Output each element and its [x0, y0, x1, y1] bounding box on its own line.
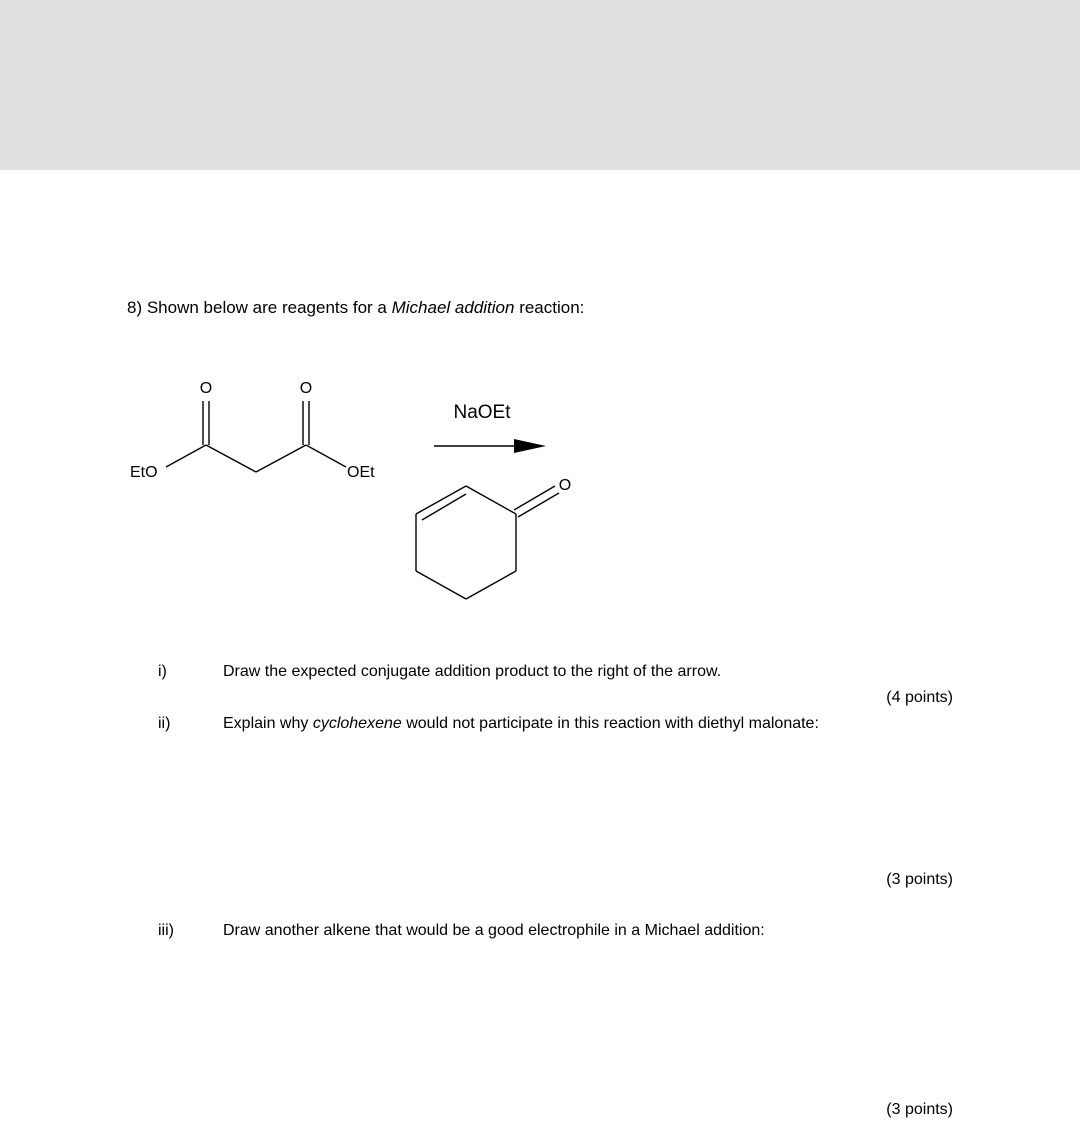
- ring-bond-c5-c4: [416, 571, 466, 599]
- reagent-label: NaOEt: [453, 402, 511, 423]
- part-2-prefix: Explain why: [223, 715, 313, 732]
- malonate-bond-eto: [166, 445, 206, 467]
- part-1-prompt: Draw the expected conjugate addition product to the right of the arrow.: [223, 663, 722, 680]
- malonate-bond-left-ch2: [206, 445, 256, 472]
- reaction-arrow-head: [514, 439, 546, 453]
- malonate-eto-label: EtO: [130, 464, 158, 481]
- part-2-number: ii): [158, 715, 171, 732]
- part-2-points: (3 points): [886, 871, 953, 888]
- malonate-bond-ch2-right: [256, 445, 306, 472]
- question-intro: [127, 298, 584, 318]
- header-band: [0, 0, 1080, 170]
- malonate-o-left: O: [199, 380, 213, 397]
- part-2-term: cyclohexene: [312, 715, 402, 732]
- reaction-scheme: [0, 360, 1080, 620]
- malonate-bond-oet: [306, 445, 346, 467]
- part-1-points: (4 points): [886, 689, 953, 706]
- malonate-o-right: O: [299, 380, 313, 397]
- enone-co-double-a: [514, 486, 555, 510]
- part-3-prompt: Draw another alkene that would be a good electrophile in a Michael addition:: [223, 922, 765, 939]
- intro-term: Michael addition: [391, 298, 515, 317]
- enone-o-label: O: [558, 477, 572, 494]
- diethyl-malonate-structure: [166, 401, 346, 472]
- part-2-suffix: would not participate in this reaction with diethyl malonate:: [401, 715, 819, 732]
- part-1-number: i): [158, 663, 167, 680]
- enone-co-double-b: [518, 493, 559, 517]
- intro-prefix: 8) Shown below are reagents for a: [127, 298, 392, 317]
- part-3-points: (3 points): [886, 1101, 953, 1118]
- part-2-prompt: [223, 715, 819, 733]
- malonate-oet-label: OEt: [347, 464, 375, 481]
- cyclohexenone-structure: [416, 486, 559, 599]
- intro-suffix: reaction:: [514, 298, 585, 317]
- ring-bond-c2-c1: [466, 486, 516, 514]
- ring-bond-c6-c5: [466, 571, 516, 599]
- ring-bond-c3-c2: [416, 486, 466, 514]
- part-3-number: iii): [158, 922, 174, 939]
